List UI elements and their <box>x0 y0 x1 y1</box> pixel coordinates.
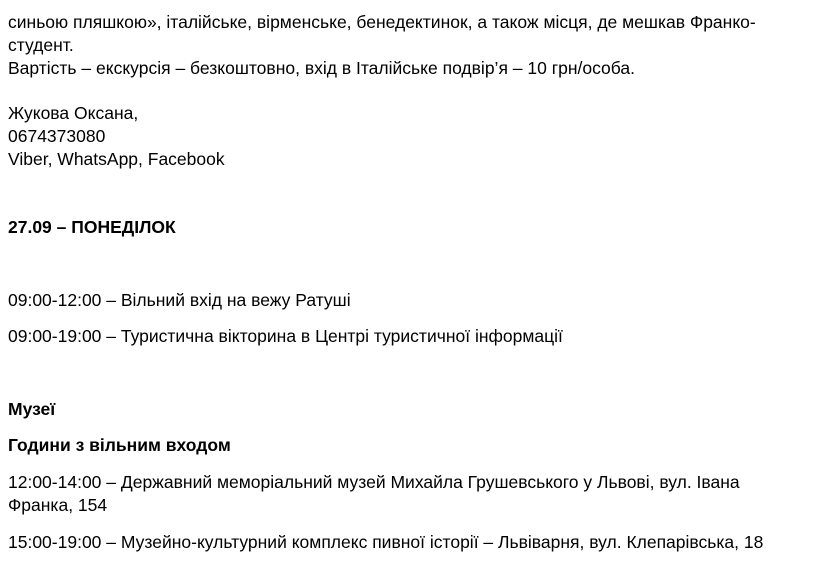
price-line: Вартість – екскурсія – безкоштовно, вхід в Італійське подвір’я – 10 грн/особа. <box>8 58 635 78</box>
event-item: 09:00-12:00 – Вільний вхід на вежу Ратуші <box>8 290 351 310</box>
contact-name: Жукова Оксана, <box>8 103 139 123</box>
museum-item-line-1: 12:00-14:00 – Державний меморіальний музей Михайла Грушевського у Львові, вул. Івана <box>8 472 740 492</box>
event-item: 09:00-19:00 – Туристична вікторина в Центрі туристичної інформації <box>8 326 563 346</box>
intro-line-2: студент. <box>8 35 74 55</box>
intro-line-1: синьою пляшкою», італійське, вірменське, бенедектинок, а також місця, де мешкав Франко- <box>8 12 756 32</box>
day-heading: 27.09 – ПОНЕДІЛОК <box>8 217 176 237</box>
contact-phone: 0674373080 <box>8 126 106 146</box>
museums-heading: Музеї <box>8 399 56 419</box>
museums-subheading: Години з вільним входом <box>8 435 231 455</box>
museum-item-line-1: 15:00-19:00 – Музейно-культурний комплекс пивної історії – Львіварня, вул. Клепарівська, 18 <box>8 532 764 552</box>
museum-item-line-2: Франка, 154 <box>8 495 108 515</box>
contact-messengers: Viber, WhatsApp, Facebook <box>8 149 225 169</box>
